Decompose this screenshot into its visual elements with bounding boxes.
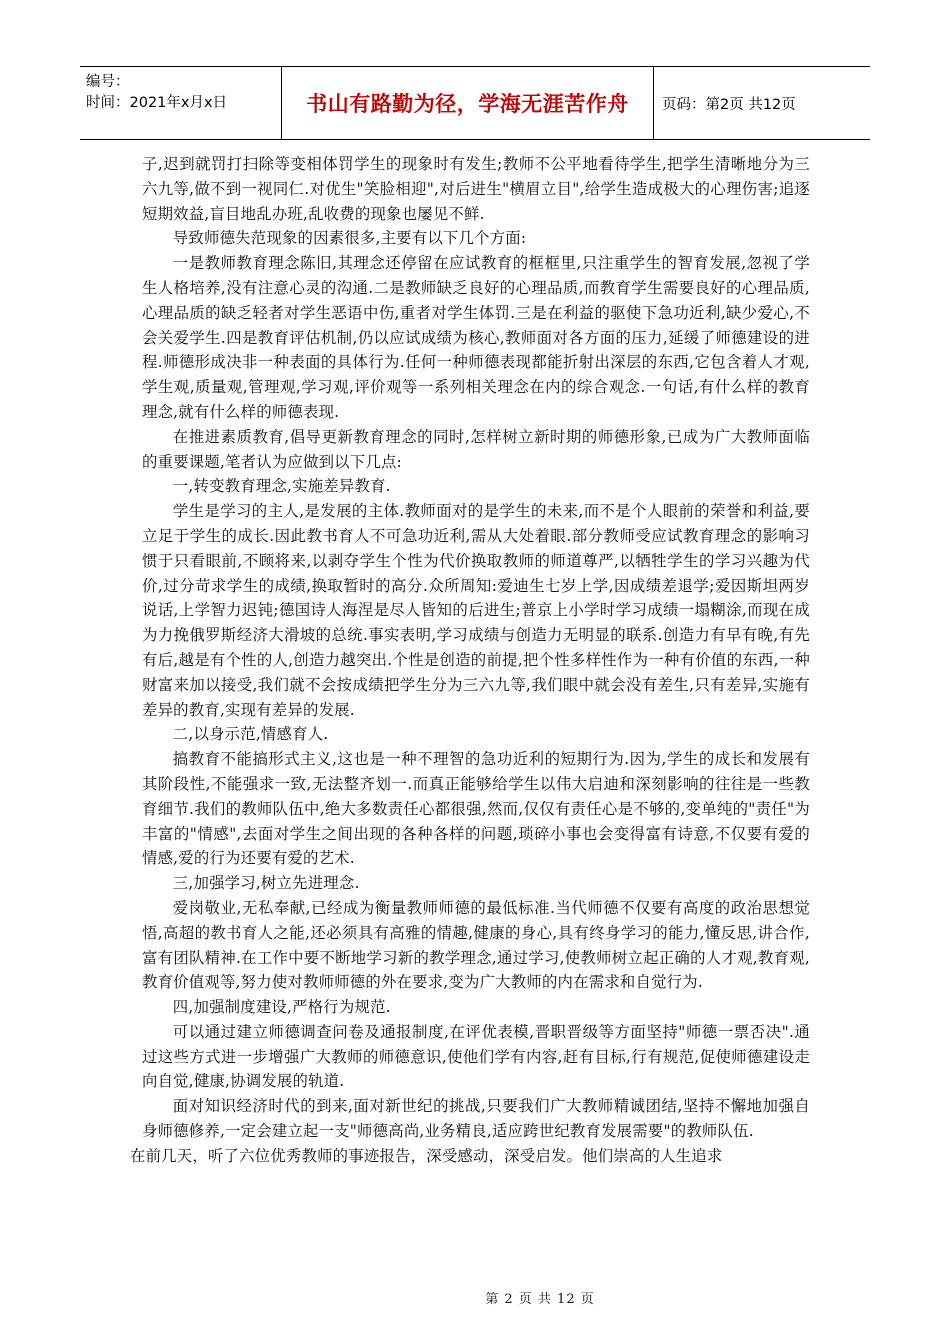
paragraph: 一是教师教育理念陈旧,其理念还停留在应试教育的框框里,只注重学生的智育发展,忽视了学生人格培养,没有注意心灵的沟通.二是教师缺乏良好的心理品质,而教育学生需要良好的心理品质,心理品质的缺乏轻者对学生恶语中伤,重者对学生体罚.三是在利益的驱使下急功近利,缺少爱心,不会关爱学生.四是教育评估机制,仍以应试成绩为核心,教师面对各方面的压力,延缓了师德建设的进程.师德形成决非一种表面的具体行为.任何一种师德表现都能折射出深层的东西,它包含着人才观,学生观,质量观,管理观,学习观,评价观等一系列相关理念在内的综合观念.一句话,有什么样的教育理念,就有什么样的师德表现. (142, 254, 810, 421)
paragraph: 面对知识经济时代的到来,面对新世纪的挑战,只要我们广大教师精诚团结,坚持不懈地加强自身师德修养,一定会建立起一支"师德高尚,业务精良,适应跨世纪教育发展需要"的教师队伍. (142, 1097, 810, 1141)
section-heading: 三,加强学习,树立先进理念. (172, 874, 360, 893)
document-number: 编号： (86, 74, 130, 90)
paragraph: 搞教育不能搞形式主义,这也是一种不理智的急功近利的短期行为.因为,学生的成长和发展有其阶段性,不能强求一致,无法整齐划一.而真正能够给学生以伟大启迪和深刻影响的往往是一些教育细节.我们的教师队伍中,绝大多数责任心都很强,然而,仅仅有责任心是不够的,变单纯的"责任"为丰富的"情感",去面对学生之间出现的各种各样的问题,琐碎小事也会变得富有诗意,不仅要有爱的情感,爱的行为还要有爱的艺术. (142, 750, 810, 868)
header-meta (80, 67, 282, 139)
paragraph: 导致师德失范现象的因素很多,主要有以下几个方面: (172, 229, 527, 248)
section-heading: 一,转变教育理念,实施差异教育. (172, 477, 391, 496)
footer-page-number: 第 2 页 共 12 页 (485, 1292, 595, 1307)
document-body (130, 152, 810, 1169)
page-footer (0, 1288, 950, 1307)
paragraph: 爱岗敬业,无私奉献,已经成为衡量教师师德的最低标准.当代师德不仅要有高度的政治思想觉悟,高超的教书育人之能,还必须具有高雅的情趣,健康的身心,具有终身学习的能力,懂反思,讲合作,富有团队精神.在工作中要不断地学习新的教学理念,通过学习,使教师树立起正确的人才观,教育观,教育价值观等,努力使对教师师德的外在要求,变为广大教师的内在需求和自觉行为. (142, 898, 810, 992)
paragraph-next-article: 在前几天，听了六位优秀教师的事迹报告，深受感动，深受启发。他们崇高的人生追求 (130, 1146, 723, 1165)
header-page-info: 页码：第2页 共12页 (662, 96, 796, 113)
document-date: 时间：2021年x月x日 (86, 95, 228, 111)
paragraph: 可以通过建立师德调查问卷及通报制度,在评优表模,晋职晋级等方面坚持"师德一票否决".通过这些方式进一步增强广大教师的师德意识,使他们学有内容,赶有目标,行有规范,促使师德建设走向自觉,健康,协调发展的轨道. (142, 1022, 810, 1091)
paragraph: 在推进素质教育,倡导更新教育理念的同时,怎样树立新时期的师德形象,已成为广大教师面临的重要课题,笔者认为应做到以下几点: (142, 427, 810, 471)
page-header (80, 66, 870, 140)
section-heading: 四,加强制度建设,严格行为规范. (172, 998, 391, 1017)
header-motto: 书山有路勤为径，学海无涯苦作舟 (282, 67, 654, 139)
section-heading: 二,以身示范,情感育人. (172, 725, 329, 744)
paragraph-continuation: 子,迟到就罚打扫除等变相体罚学生的现象时有发生;教师不公平地看待学生,把学生清晰地分为三六九等,做不到一视同仁.对优生"笑脸相迎",对后进生"横眉立目",给学生造成极大的心理伤害;追逐短期效益,盲目地乱办班,乱收费的现象也屡见不鲜. (142, 155, 810, 223)
paragraph: 学生是学习的主人,是发展的主体.教师面对的是学生的未来,而不是个人眼前的荣誉和利益,要立足于学生的成长.因此教书育人不可急功近利,需从大处着眼.部分教师受应试教育理念的影响习惯于只看眼前,不顾将来,以剥夺学生个性为代价换取教师的师道尊严,以牺牲学生的学习兴趣为代价,过分苛求学生的成绩,换取暂时的高分.众所周知:爱迪生七岁上学,因成绩差退学;爱因斯坦两岁说话,上学智力迟钝;德国诗人海涅是尽人皆知的后进生;普京上小学时学习成绩一塌糊涂,而现在成为力挽俄罗斯经济大滑坡的总统.事实表明,学习成绩与创造力无明显的联系.创造力有早有晚,有先有后,越是有个性的人,创造力越突出.个性是创造的前提,把个性多样性作为一种有价值的东西,一种财富来加以接受,我们就不会按成绩把学生分为三六九等,我们眼中就会没有差生,只有差异,实施有差异的教育,实现有差异的发展. (142, 502, 810, 719)
